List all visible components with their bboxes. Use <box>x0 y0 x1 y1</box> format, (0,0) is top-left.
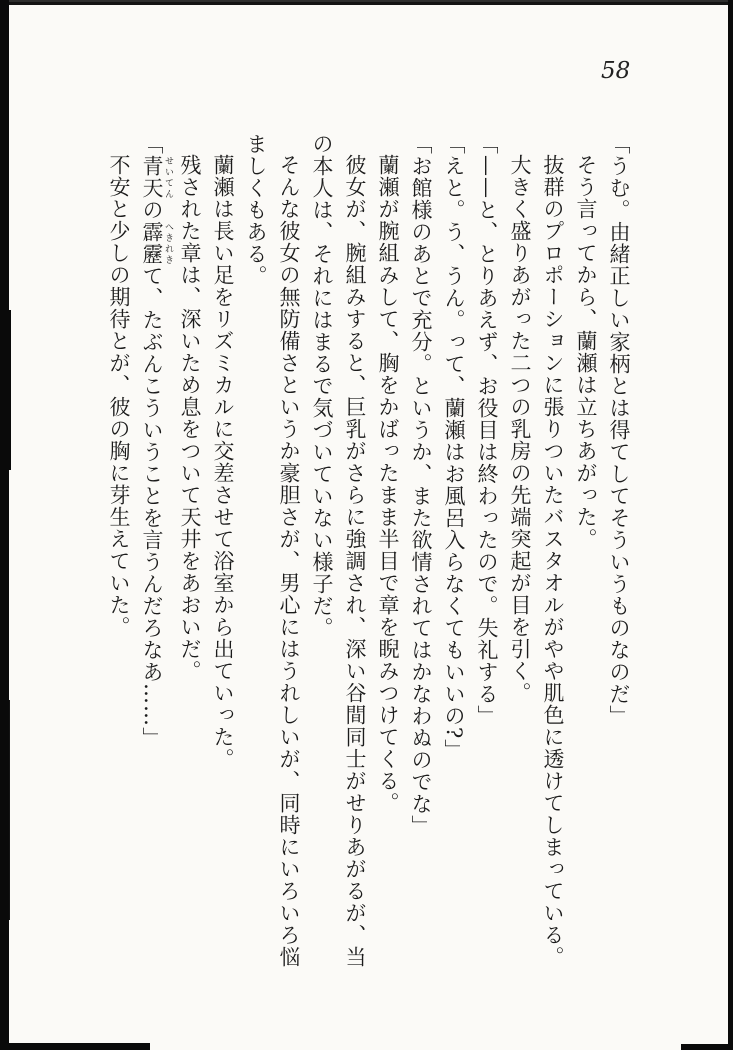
text-line: 大きく盛りあがった二つの乳房の先端突起が目を引く。 <box>508 154 532 704</box>
text-line: ましくもある。 <box>244 133 268 287</box>
text-line: の本人は、それにはまるで気づいていない様子だ。 <box>310 133 334 639</box>
line-rest: て、たぶんこういうことを言うんだろなあ……」 <box>140 265 164 749</box>
ruby-hekireki <box>140 221 173 265</box>
scan-border-right <box>728 0 733 1050</box>
ruby-base: 霹靂 <box>140 221 164 265</box>
text-line: 彼女が、腕組みすると、巨乳がさらに強調され、深い谷間同士がせりあがるが、当 <box>343 154 367 968</box>
text-line: 残された章は、深いため息をついて天井をあおいだ。 <box>178 154 202 682</box>
scan-border-bottom-left <box>0 1043 150 1050</box>
scan-border-bottom <box>0 2 733 5</box>
body-text <box>107 133 635 1013</box>
text-line: 「——と、とりあえず、お役目は終わったので。失礼する」 <box>475 133 499 727</box>
particle: の <box>140 199 164 221</box>
scan-border-left <box>0 0 9 1050</box>
ruby-base: 青天 <box>140 155 164 199</box>
ruby-seiten <box>140 155 173 199</box>
page-number: 58 <box>601 58 631 84</box>
text-line: そう言ってから、蘭瀬は立ちあがった。 <box>574 154 598 550</box>
furigana: せいてん <box>163 155 173 199</box>
text-line: 抜群のプロポーションに張りついたバスタオルがやや肌色に透けてしまっている。 <box>541 154 565 968</box>
text-line: 「お館様のあとで充分。というか、また欲情されてはかなわぬのでな」 <box>409 133 433 837</box>
text-line: 「うむ。由緒正しい家柄とは得てしてそういうものなのだ」 <box>607 133 631 727</box>
text-line: 蘭瀬は長い足をリズミカルに交差させて浴室から出ていった。 <box>211 154 235 770</box>
text-line: 蘭瀬が腕組みして、胸をかばったまま半目で章を睨みつけてくる。 <box>376 154 400 814</box>
text-line-ruby <box>135 133 173 1013</box>
text-line: 「えと。う、うん。って、蘭瀬はお風呂入らなくてもいいの?」 <box>442 133 466 762</box>
text-line: そんな彼女の無防備さというか豪胆さが、男心にはうれしいが、同時にいろいろ悩 <box>277 154 301 968</box>
furigana: へきれき <box>163 221 173 265</box>
scan-border-bottom-right <box>681 1044 733 1050</box>
quote-open: 「 <box>140 133 164 155</box>
text-line: 不安と少しの期待とが、彼の胸に芽生えていた。 <box>107 154 131 638</box>
